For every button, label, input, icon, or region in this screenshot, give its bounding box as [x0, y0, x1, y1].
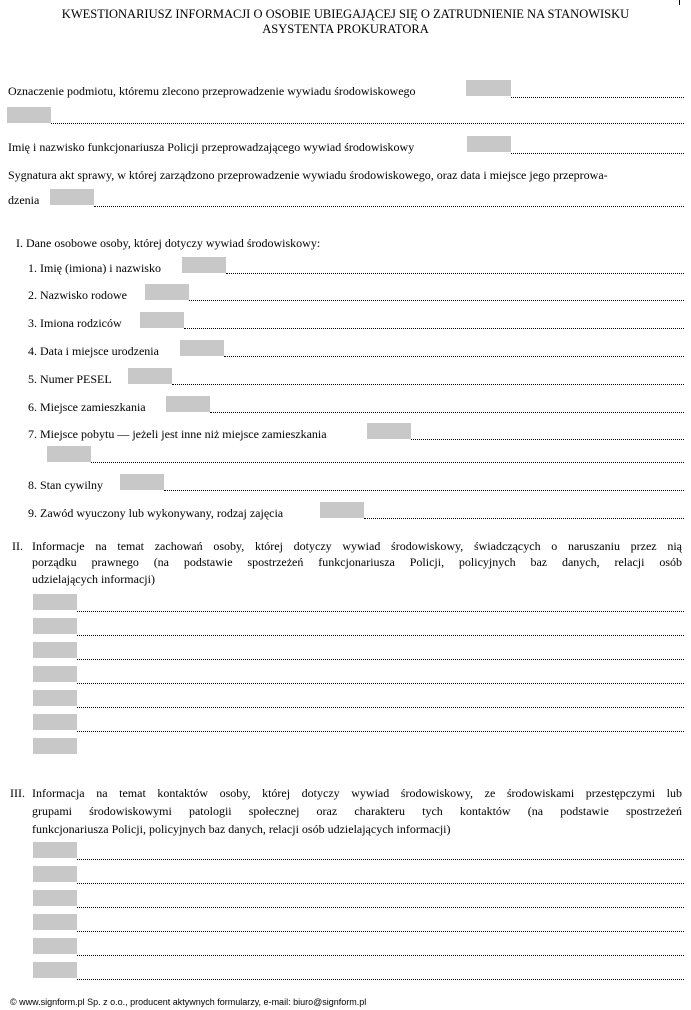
section3-text-line1: Informacja na temat kontaktów osoby, której dotyczy wywiad środowiskowy, ze środowiskami przestępczymi lub [32, 786, 682, 800]
dotted-line [77, 707, 684, 708]
imiona-rodzicow-field[interactable] [140, 312, 184, 328]
dotted-line [224, 356, 684, 357]
section2-text-line2: porządku prawnego (na podstawie spostrzeżeń funkcjonariusza Policji, policyjnych baz danych, relacji osób [32, 555, 682, 569]
funkcjonariusz-label: Imię i nazwisko funkcjonariusza Policji przeprowadzającego wywiad środowiskowy [8, 140, 415, 154]
section2-field-1[interactable] [33, 594, 77, 610]
dotted-line [51, 123, 684, 124]
section2-field-7[interactable] [33, 738, 77, 754]
dotted-line [364, 518, 684, 519]
sygnatura-label-line1: Sygnatura akt sprawy, w której zarządzono przeprowadzenie wywiadu środowiskowego, oraz data i miejsce jego przeprowa- [8, 168, 608, 182]
dotted-line [511, 153, 684, 154]
dotted-line [91, 462, 684, 463]
dotted-line [77, 635, 684, 636]
dotted-line [77, 955, 684, 956]
footer-copyright: © www.signform.pl Sp. z o.o., producent aktywnych formularzy, e-mail: biuro@signform.pl [10, 997, 367, 1007]
section3-text-line2: grupami środowiskowymi patologii społecznej oraz charakteru tych kontaktów (na podstawie spostrzeżeń [32, 804, 682, 818]
dotted-line [210, 412, 684, 413]
section2-text-line3: udzielających informacji) [32, 572, 155, 586]
section1-heading: I. Dane osobowe osoby, której dotyczy wywiad środowiskowy: [16, 236, 321, 250]
dotted-line [172, 384, 684, 385]
podmiot-field-1[interactable] [466, 80, 511, 96]
zawod-field[interactable] [320, 502, 364, 518]
item-nazwisko-rodowe-label: 2. Nazwisko rodowe [28, 288, 127, 302]
dotted-line [77, 907, 684, 908]
section2-field-5[interactable] [33, 690, 77, 706]
podmiot-label: Oznaczenie podmiotu, któremu zlecono przeprowadzenie wywiadu środowiskowego [8, 84, 416, 98]
section3-field-2[interactable] [33, 866, 77, 882]
dotted-line [411, 439, 684, 440]
section3-field-6[interactable] [33, 962, 77, 978]
dotted-line [164, 490, 684, 491]
section3-field-5[interactable] [33, 938, 77, 954]
section2-field-2[interactable] [33, 618, 77, 634]
section2-numeral: II. [12, 539, 23, 553]
miejsce-zamieszkania-field[interactable] [166, 396, 210, 412]
miejsce-pobytu-field-2[interactable] [47, 446, 91, 462]
dotted-line [511, 97, 684, 98]
item-miejsce-pobytu-label: 7. Miejsce pobytu — jeżeli jest inne niż miejsce zamieszkania [28, 427, 327, 441]
dotted-line [77, 731, 684, 732]
form-title-line1: KWESTIONARIUSZ INFORMACJI O OSOBIE UBIEGAJĄCEJ SIĘ O ZATRUDNIENIE NA STANOWISKU [61, 7, 630, 21]
form-title-line2: ASYSTENTA PROKURATORA [262, 22, 429, 36]
pesel-field[interactable] [128, 368, 172, 384]
dotted-line [77, 979, 684, 980]
dotted-line [77, 883, 684, 884]
dotted-line [77, 611, 684, 612]
section3-field-3[interactable] [33, 890, 77, 906]
item-pesel-label: 5. Numer PESEL [28, 372, 112, 386]
item-imiona-rodzicow-label: 3. Imiona rodziców [28, 316, 122, 330]
item-miejsce-zamieszkania-label: 6. Miejsce zamieszkania [28, 400, 146, 414]
section2-text-line1: Informacje na temat zachowań osoby, której dotyczy wywiad środowiskowy, świadczących o naruszaniu przez nią [32, 539, 682, 553]
stan-cywilny-field[interactable] [120, 474, 164, 490]
dotted-line [94, 206, 684, 207]
section2-field-6[interactable] [33, 714, 77, 730]
section3-text-line3: funkcjonariusza Policji, policyjnych baz danych, relacji osób udzielających informacji) [32, 822, 451, 836]
podmiot-field-2[interactable] [7, 107, 51, 123]
item-imie-nazwisko-label: 1. Imię (imiona) i nazwisko [28, 261, 161, 275]
dotted-line [77, 859, 684, 860]
section3-field-4[interactable] [33, 914, 77, 930]
dotted-line [226, 273, 684, 274]
item-zawod-label: 9. Zawód wyuczony lub wykonywany, rodzaj zajęcia [28, 506, 284, 520]
item-data-urodzenia-label: 4. Data i miejsce urodzenia [28, 344, 159, 358]
nazwisko-rodowe-field[interactable] [145, 284, 189, 300]
dotted-line [189, 300, 684, 301]
sygnatura-label-line2: dzenia [8, 193, 40, 207]
imie-nazwisko-field[interactable] [182, 257, 226, 273]
dotted-line [77, 931, 684, 932]
section2-field-3[interactable] [33, 642, 77, 658]
section2-field-4[interactable] [33, 666, 77, 682]
dotted-line [184, 328, 684, 329]
dotted-line [77, 683, 684, 684]
section3-numeral: III. [10, 786, 25, 800]
section3-field-1[interactable] [33, 842, 77, 858]
item-stan-cywilny-label: 8. Stan cywilny [28, 478, 103, 492]
funkcjonariusz-field[interactable] [467, 136, 511, 152]
miejsce-pobytu-field-1[interactable] [367, 423, 411, 439]
dotted-line [77, 659, 684, 660]
corner-mark [679, 0, 682, 5]
data-urodzenia-field[interactable] [180, 340, 224, 356]
sygnatura-field[interactable] [50, 189, 94, 205]
